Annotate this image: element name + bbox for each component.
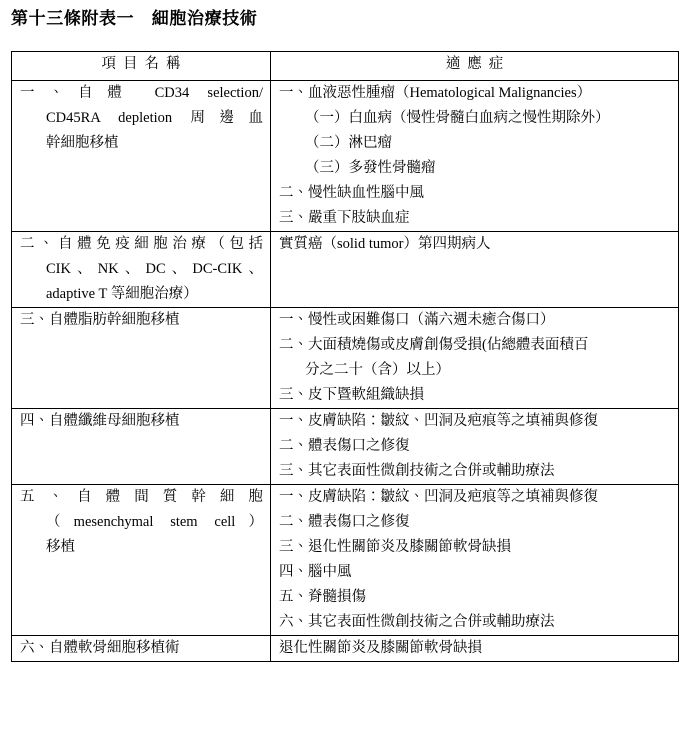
technique-name-line: 幹細胞移植	[46, 135, 119, 151]
table-row	[12, 232, 679, 308]
indication-line: 二、體表傷口之修復	[279, 514, 410, 530]
technique-name-line: 五、自體間質幹細胞	[20, 489, 263, 505]
indication-line: 退化性關節炎及膝關節軟骨缺損	[279, 640, 482, 656]
page-title: 第十三條附表一 細胞治療技術	[11, 9, 258, 28]
technique-name-cell	[12, 308, 271, 409]
indication-line: 一、慢性或困難傷口（滿六週未癒合傷口）	[279, 312, 555, 328]
technique-name-cell	[12, 81, 271, 232]
indication-line: 二、慢性缺血性腦中風	[279, 185, 424, 201]
indication-cell	[271, 409, 679, 485]
indication-line: 三、其它表面性微創技術之合併或輔助療法	[279, 463, 555, 479]
indication-line: 三、退化性關節炎及膝關節軟骨缺損	[279, 539, 511, 555]
indication-cell	[271, 232, 679, 308]
technique-name-line: adaptive T 等細胞治療）	[46, 286, 198, 302]
indication-cell	[271, 308, 679, 409]
indication-line: 二、大面積燒傷或皮膚創傷受損(佔總體表面積百	[279, 337, 589, 353]
indication-line: （一）白血病（慢性骨髓白血病之慢性期除外）	[305, 110, 610, 126]
technique-name-cell	[12, 636, 271, 662]
indication-line: 三、嚴重下肢缺血症	[279, 210, 410, 226]
indication-line: 二、體表傷口之修復	[279, 438, 410, 454]
indication-line: 實質癌（solid tumor）第四期病人	[279, 236, 491, 252]
indication-line: 分之二十（含）以上）	[305, 362, 450, 378]
table-row	[12, 409, 679, 485]
indication-cell	[271, 636, 679, 662]
technique-name-line: CIK、NK、DC、DC-CIK、	[46, 261, 263, 277]
table-header	[12, 52, 679, 81]
technique-name-line: 移植	[46, 539, 75, 555]
column-header-name: 項目名稱	[12, 52, 271, 81]
indication-line: 一、皮膚缺陷：皺紋、凹洞及疤痕等之填補與修復	[279, 413, 598, 429]
technique-name-line: 六、自體軟骨細胞移植術	[20, 640, 180, 656]
indication-line: 三、皮下暨軟組織缺損	[279, 387, 424, 403]
table-row	[12, 636, 679, 662]
technique-name-line: 三、自體脂肪幹細胞移植	[20, 312, 180, 328]
table-body	[12, 81, 679, 662]
table-row	[12, 485, 679, 636]
technique-name-cell	[12, 409, 271, 485]
technique-name-line: 二、自體免疫細胞治療（包括	[20, 236, 263, 252]
indication-line: 四、腦中風	[279, 564, 352, 580]
indication-cell	[271, 81, 679, 232]
table-header-row	[12, 52, 679, 81]
cell-therapy-table	[11, 51, 679, 662]
indication-line: 一、血液惡性腫瘤（Hematological Malignancies）	[279, 85, 592, 101]
indication-line: 五、脊髓損傷	[279, 589, 366, 605]
indication-cell	[271, 485, 679, 636]
technique-name-line: 四、自體纖維母細胞移植	[20, 413, 180, 429]
indication-line: （二）淋巴瘤	[305, 135, 392, 151]
indication-line: 一、皮膚缺陷：皺紋、凹洞及疤痕等之填補與修復	[279, 489, 598, 505]
technique-name-line: CD45RA depletion 周邊血	[46, 110, 263, 126]
column-header-indication: 適應症	[271, 52, 679, 81]
indication-line: 六、其它表面性微創技術之合併或輔助療法	[279, 614, 555, 630]
table-row	[12, 81, 679, 232]
technique-name-cell	[12, 232, 271, 308]
indication-line: （三）多發性骨髓瘤	[305, 160, 436, 176]
technique-name-line: 一、自體 CD34 selection/	[20, 85, 263, 101]
technique-name-cell	[12, 485, 271, 636]
technique-name-line: （mesenchymal stem cell）	[46, 514, 263, 530]
table-row	[12, 308, 679, 409]
